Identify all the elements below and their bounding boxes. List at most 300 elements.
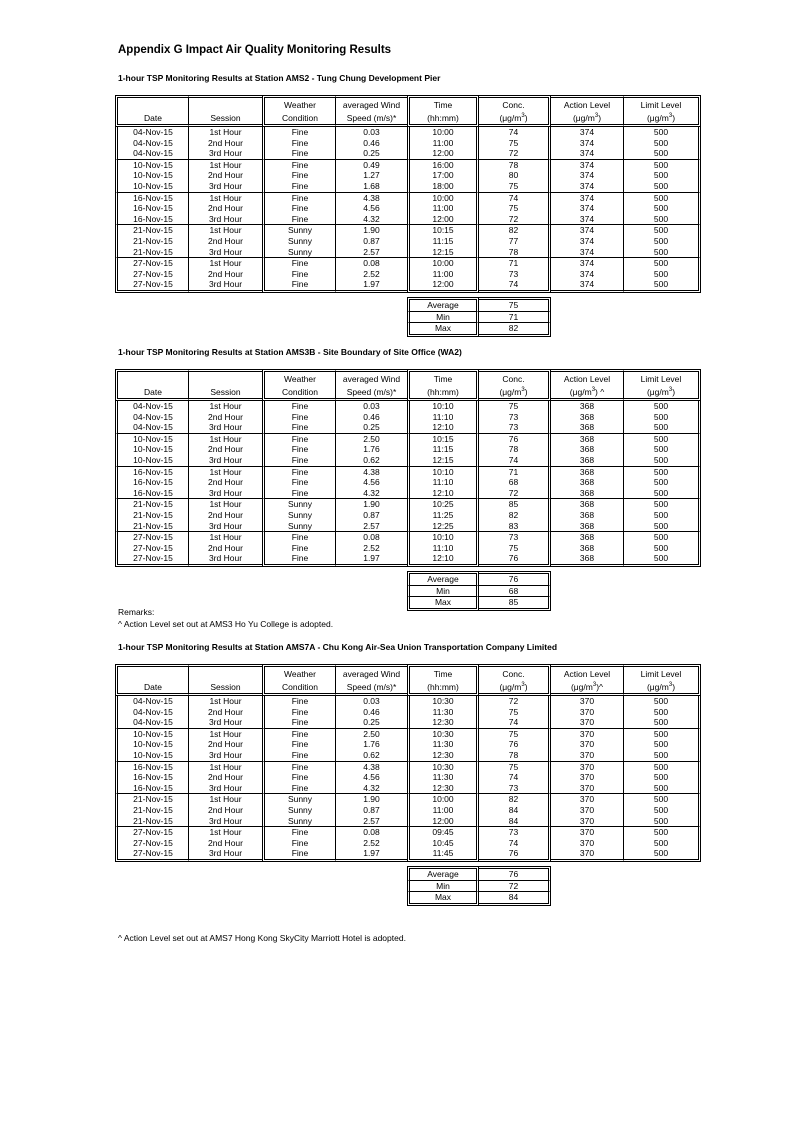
action-level-cell: 374	[551, 247, 624, 258]
weather-cell: Fine	[262, 148, 335, 159]
time-cell: 12:15	[407, 455, 479, 466]
session-cell: 3rd Hour	[188, 816, 262, 827]
table-row	[115, 498, 701, 510]
column-header: Weather	[262, 369, 335, 385]
date-cell: 16-Nov-15	[115, 783, 188, 794]
date-cell: 16-Nov-15	[115, 761, 188, 773]
table-row	[115, 148, 701, 159]
weather-cell: Fine	[262, 488, 335, 499]
action-level-cell: 368	[551, 531, 624, 543]
date-cell: 10-Nov-15	[115, 728, 188, 740]
table-row	[115, 127, 701, 138]
session-cell: 3rd Hour	[188, 783, 262, 794]
time-cell: 10:15	[407, 224, 479, 236]
limit-level-cell: 500	[624, 531, 701, 543]
remark-line: ^ Action Level set out at AMS7 Hong Kong SkyCity Marriott Hotel is adopted.	[118, 933, 406, 943]
session-cell: 3rd Hour	[188, 848, 262, 862]
weather-cell: Sunny	[262, 510, 335, 521]
action-level-cell: 370	[551, 739, 624, 750]
action-level-cell: 370	[551, 805, 624, 816]
conc-cell: 75	[479, 401, 551, 412]
weather-cell: Fine	[262, 466, 335, 478]
limit-level-cell: 500	[624, 181, 701, 192]
conc-cell: 78	[479, 159, 551, 171]
conc-cell: 73	[479, 826, 551, 838]
column-header: $(\mu g/m^3)\^{}$	[551, 680, 624, 696]
weather-cell: Fine	[262, 401, 335, 412]
session-cell: 3rd Hour	[188, 181, 262, 192]
wind-speed-cell: 2.52	[335, 838, 407, 849]
wind-speed-cell: 0.03	[335, 127, 407, 138]
weather-cell: Fine	[262, 279, 335, 293]
wind-speed-cell: 4.38	[335, 761, 407, 773]
limit-level-cell: 500	[624, 247, 701, 258]
column-header: (hh:mm)	[407, 385, 479, 401]
action-level-cell: 368	[551, 422, 624, 433]
column-header: $(\mu g/m^3)$	[479, 680, 551, 696]
date-cell: 27-Nov-15	[115, 257, 188, 269]
column-header: $(\mu g/m^3)$	[479, 111, 551, 127]
wind-speed-cell: 1.76	[335, 444, 407, 455]
weather-cell: Fine	[262, 696, 335, 707]
date-cell: 16-Nov-15	[115, 192, 188, 204]
date-cell: 27-Nov-15	[115, 279, 188, 293]
conc-cell: 72	[479, 148, 551, 159]
time-cell: 10:10	[407, 466, 479, 478]
table-row	[115, 192, 701, 204]
wind-speed-cell: 0.46	[335, 707, 407, 718]
summary-value: 75	[479, 297, 551, 311]
limit-level-cell: 500	[624, 138, 701, 149]
conc-cell: 77	[479, 236, 551, 247]
action-level-cell: 374	[551, 236, 624, 247]
time-cell: 10:15	[407, 433, 479, 445]
weather-cell: Fine	[262, 761, 335, 773]
summary-value: 82	[479, 322, 551, 337]
date-cell: 27-Nov-15	[115, 543, 188, 554]
wind-speed-cell: 2.57	[335, 816, 407, 827]
time-cell: 10:10	[407, 401, 479, 412]
time-cell: 12:00	[407, 279, 479, 293]
conc-cell: 82	[479, 224, 551, 236]
weather-cell: Fine	[262, 138, 335, 149]
action-level-cell: 368	[551, 488, 624, 499]
table-row	[115, 203, 701, 214]
session-cell: 3rd Hour	[188, 148, 262, 159]
limit-level-cell: 500	[624, 455, 701, 466]
conc-cell: 82	[479, 510, 551, 521]
conc-cell: 78	[479, 247, 551, 258]
column-header: (hh:mm)	[407, 111, 479, 127]
weather-cell: Fine	[262, 728, 335, 740]
weather-cell: Fine	[262, 412, 335, 423]
weather-cell: Fine	[262, 553, 335, 567]
session-cell: 2nd Hour	[188, 203, 262, 214]
weather-cell: Fine	[262, 477, 335, 488]
session-cell: 2nd Hour	[188, 707, 262, 718]
conc-cell: 76	[479, 553, 551, 567]
table-row	[115, 728, 701, 740]
conc-cell: 74	[479, 127, 551, 138]
column-header	[115, 95, 188, 111]
conc-cell: 75	[479, 761, 551, 773]
column-header: Weather	[262, 95, 335, 111]
limit-level-cell: 500	[624, 521, 701, 532]
table-row	[115, 412, 701, 423]
date-cell: 16-Nov-15	[115, 477, 188, 488]
limit-level-cell: 500	[624, 192, 701, 204]
weather-cell: Fine	[262, 214, 335, 225]
session-cell: 3rd Hour	[188, 455, 262, 466]
session-cell: 2nd Hour	[188, 138, 262, 149]
date-cell: 27-Nov-15	[115, 838, 188, 849]
column-header: Conc.	[479, 95, 551, 111]
weather-cell: Fine	[262, 269, 335, 280]
limit-level-cell: 500	[624, 224, 701, 236]
column-header: (hh:mm)	[407, 680, 479, 696]
summary-row	[115, 585, 701, 597]
action-level-cell: 370	[551, 707, 624, 718]
action-level-cell: 370	[551, 696, 624, 707]
wind-speed-cell: 2.50	[335, 433, 407, 445]
column-header: Speed (m/s)*	[335, 680, 407, 696]
conc-cell: 72	[479, 214, 551, 225]
column-header: $(\mu g/m^3)$	[479, 385, 551, 401]
time-cell: 11:10	[407, 477, 479, 488]
time-cell: 11:00	[407, 138, 479, 149]
limit-level-cell: 500	[624, 805, 701, 816]
session-cell: 1st Hour	[188, 696, 262, 707]
time-cell: 09:45	[407, 826, 479, 838]
time-cell: 12:30	[407, 750, 479, 761]
wind-speed-cell: 0.08	[335, 257, 407, 269]
remarks	[118, 932, 406, 944]
weather-cell: Sunny	[262, 247, 335, 258]
time-cell: 11:00	[407, 203, 479, 214]
limit-level-cell: 500	[624, 696, 701, 707]
conc-cell: 74	[479, 772, 551, 783]
weather-cell: Fine	[262, 127, 335, 138]
session-cell: 1st Hour	[188, 127, 262, 138]
column-header	[115, 664, 188, 680]
limit-level-cell: 500	[624, 816, 701, 827]
conc-cell: 72	[479, 488, 551, 499]
section-title: 1-hour TSP Monitoring Results at Station AMS7A - Chu Kong Air-Sea Union Transportation Company Limited	[118, 642, 558, 652]
time-cell: 12:10	[407, 422, 479, 433]
table-row	[115, 159, 701, 171]
limit-level-cell: 500	[624, 203, 701, 214]
page-title: Appendix G Impact Air Quality Monitoring Results	[118, 44, 392, 56]
conc-cell: 73	[479, 412, 551, 423]
action-level-cell: 368	[551, 477, 624, 488]
table-row	[115, 761, 701, 773]
conc-cell: 78	[479, 444, 551, 455]
summary-label: Average	[407, 297, 479, 311]
summary-row	[115, 571, 701, 585]
conc-cell: 75	[479, 181, 551, 192]
date-cell: 10-Nov-15	[115, 181, 188, 192]
date-cell: 16-Nov-15	[115, 772, 188, 783]
date-cell: 21-Nov-15	[115, 521, 188, 532]
table-row	[115, 269, 701, 280]
date-cell: 10-Nov-15	[115, 433, 188, 445]
column-header: $(\mu g/m^3)$	[624, 680, 701, 696]
action-level-cell: 374	[551, 192, 624, 204]
wind-speed-cell: 2.52	[335, 269, 407, 280]
limit-level-cell: 500	[624, 543, 701, 554]
limit-level-cell: 500	[624, 477, 701, 488]
column-header: Speed (m/s)*	[335, 111, 407, 127]
time-cell: 12:10	[407, 488, 479, 499]
conc-cell: 75	[479, 138, 551, 149]
table-row	[115, 826, 701, 838]
session-cell: 2nd Hour	[188, 838, 262, 849]
table-row	[115, 138, 701, 149]
table-row	[115, 543, 701, 554]
summary-label: Max	[407, 596, 479, 611]
action-level-cell: 370	[551, 728, 624, 740]
time-cell: 18:00	[407, 181, 479, 192]
action-level-cell: 370	[551, 838, 624, 849]
wind-speed-cell: 0.46	[335, 412, 407, 423]
date-cell: 04-Nov-15	[115, 422, 188, 433]
time-cell: 12:15	[407, 247, 479, 258]
limit-level-cell: 500	[624, 257, 701, 269]
date-cell: 04-Nov-15	[115, 148, 188, 159]
wind-speed-cell: 0.46	[335, 138, 407, 149]
session-cell: 3rd Hour	[188, 214, 262, 225]
table-row	[115, 422, 701, 433]
summary-label: Average	[407, 571, 479, 585]
action-level-cell: 370	[551, 793, 624, 805]
table-row	[115, 848, 701, 862]
session-cell: 2nd Hour	[188, 170, 262, 181]
action-level-cell: 368	[551, 433, 624, 445]
time-cell: 10:25	[407, 498, 479, 510]
wind-speed-cell: 1.97	[335, 553, 407, 567]
monitoring-results-table	[115, 369, 701, 611]
limit-level-cell: 500	[624, 170, 701, 181]
date-cell: 10-Nov-15	[115, 159, 188, 171]
time-cell: 10:45	[407, 838, 479, 849]
table-row	[115, 181, 701, 192]
weather-cell: Fine	[262, 192, 335, 204]
date-cell: 21-Nov-15	[115, 510, 188, 521]
limit-level-cell: 500	[624, 444, 701, 455]
time-cell: 12:00	[407, 816, 479, 827]
wind-speed-cell: 2.50	[335, 728, 407, 740]
limit-level-cell: 500	[624, 148, 701, 159]
wind-speed-cell: 1.97	[335, 848, 407, 862]
time-cell: 11:00	[407, 269, 479, 280]
conc-cell: 73	[479, 269, 551, 280]
wind-speed-cell: 4.56	[335, 477, 407, 488]
conc-cell: 73	[479, 531, 551, 543]
action-level-cell: 368	[551, 455, 624, 466]
wind-speed-cell: 0.87	[335, 236, 407, 247]
column-header: $(\mu g/m^3)$	[624, 385, 701, 401]
wind-speed-cell: 2.57	[335, 247, 407, 258]
weather-cell: Fine	[262, 543, 335, 554]
wind-speed-cell: 1.76	[335, 739, 407, 750]
column-header: Session	[188, 385, 262, 401]
wind-speed-cell: 1.90	[335, 224, 407, 236]
table-row	[115, 466, 701, 478]
limit-level-cell: 500	[624, 433, 701, 445]
time-cell: 12:25	[407, 521, 479, 532]
session-cell: 2nd Hour	[188, 805, 262, 816]
conc-cell: 78	[479, 750, 551, 761]
date-cell: 10-Nov-15	[115, 170, 188, 181]
column-header	[188, 664, 262, 680]
limit-level-cell: 500	[624, 214, 701, 225]
limit-level-cell: 500	[624, 422, 701, 433]
summary-row	[115, 866, 701, 880]
session-cell: 2nd Hour	[188, 444, 262, 455]
weather-cell: Fine	[262, 826, 335, 838]
summary-row	[115, 891, 701, 906]
date-cell: 27-Nov-15	[115, 826, 188, 838]
limit-level-cell: 500	[624, 739, 701, 750]
wind-speed-cell: 1.90	[335, 793, 407, 805]
session-cell: 2nd Hour	[188, 739, 262, 750]
time-cell: 12:10	[407, 553, 479, 567]
session-cell: 1st Hour	[188, 159, 262, 171]
summary-value: 72	[479, 880, 551, 892]
limit-level-cell: 500	[624, 488, 701, 499]
wind-speed-cell: 4.32	[335, 214, 407, 225]
table-row	[115, 816, 701, 827]
table-row	[115, 717, 701, 728]
table-row	[115, 170, 701, 181]
action-level-cell: 370	[551, 750, 624, 761]
weather-cell: Sunny	[262, 498, 335, 510]
session-cell: 2nd Hour	[188, 510, 262, 521]
conc-cell: 74	[479, 279, 551, 293]
time-cell: 10:30	[407, 728, 479, 740]
wind-speed-cell: 4.32	[335, 488, 407, 499]
section-title: 1-hour TSP Monitoring Results at Station AMS2 - Tung Chung Development Pier	[118, 73, 441, 83]
table-row	[115, 531, 701, 543]
time-cell: 10:30	[407, 696, 479, 707]
session-cell: 3rd Hour	[188, 279, 262, 293]
limit-level-cell: 500	[624, 401, 701, 412]
action-level-cell: 374	[551, 269, 624, 280]
column-header: Time	[407, 95, 479, 111]
table-row	[115, 793, 701, 805]
wind-speed-cell: 4.32	[335, 783, 407, 794]
session-cell: 1st Hour	[188, 761, 262, 773]
session-cell: 1st Hour	[188, 531, 262, 543]
time-cell: 11:15	[407, 444, 479, 455]
summary-label: Average	[407, 866, 479, 880]
date-cell: 16-Nov-15	[115, 214, 188, 225]
action-level-cell: 374	[551, 279, 624, 293]
column-header: Action Level	[551, 95, 624, 111]
time-cell: 11:30	[407, 739, 479, 750]
session-cell: 2nd Hour	[188, 412, 262, 423]
conc-cell: 74	[479, 192, 551, 204]
session-cell: 1st Hour	[188, 728, 262, 740]
weather-cell: Sunny	[262, 224, 335, 236]
session-cell: 2nd Hour	[188, 543, 262, 554]
weather-cell: Fine	[262, 838, 335, 849]
date-cell: 16-Nov-15	[115, 488, 188, 499]
date-cell: 27-Nov-15	[115, 531, 188, 543]
action-level-cell: 368	[551, 521, 624, 532]
session-cell: 2nd Hour	[188, 269, 262, 280]
time-cell: 10:30	[407, 761, 479, 773]
limit-level-cell: 500	[624, 510, 701, 521]
action-level-cell: 370	[551, 848, 624, 862]
wind-speed-cell: 0.03	[335, 696, 407, 707]
action-level-cell: 374	[551, 181, 624, 192]
action-level-cell: 374	[551, 224, 624, 236]
date-cell: 27-Nov-15	[115, 848, 188, 862]
action-level-cell: 370	[551, 772, 624, 783]
conc-cell: 83	[479, 521, 551, 532]
time-cell: 10:00	[407, 793, 479, 805]
time-cell: 11:45	[407, 848, 479, 862]
summary-row	[115, 880, 701, 892]
summary-row	[115, 297, 701, 311]
time-cell: 12:30	[407, 783, 479, 794]
date-cell: 27-Nov-15	[115, 553, 188, 567]
conc-cell: 76	[479, 433, 551, 445]
limit-level-cell: 500	[624, 269, 701, 280]
summary-label: Max	[407, 891, 479, 906]
date-cell: 04-Nov-15	[115, 127, 188, 138]
conc-cell: 76	[479, 848, 551, 862]
table-row	[115, 247, 701, 258]
session-cell: 1st Hour	[188, 257, 262, 269]
conc-cell: 74	[479, 717, 551, 728]
monitoring-results-table	[115, 664, 701, 906]
limit-level-cell: 500	[624, 848, 701, 862]
wind-speed-cell: 0.25	[335, 422, 407, 433]
action-level-cell: 368	[551, 498, 624, 510]
weather-cell: Fine	[262, 455, 335, 466]
column-header: Condition	[262, 385, 335, 401]
column-header: Limit Level	[624, 95, 701, 111]
time-cell: 10:00	[407, 257, 479, 269]
session-cell: 1st Hour	[188, 466, 262, 478]
column-header: Date	[115, 111, 188, 127]
session-cell: 3rd Hour	[188, 422, 262, 433]
time-cell: 11:30	[407, 772, 479, 783]
wind-speed-cell: 4.38	[335, 192, 407, 204]
conc-cell: 76	[479, 739, 551, 750]
wind-speed-cell: 0.62	[335, 455, 407, 466]
wind-speed-cell: 4.38	[335, 466, 407, 478]
column-header: Session	[188, 680, 262, 696]
weather-cell: Sunny	[262, 521, 335, 532]
table-row	[115, 521, 701, 532]
weather-cell: Fine	[262, 433, 335, 445]
session-cell: 3rd Hour	[188, 488, 262, 499]
time-cell: 11:30	[407, 707, 479, 718]
action-level-cell: 368	[551, 444, 624, 455]
table-row	[115, 477, 701, 488]
time-cell: 11:10	[407, 543, 479, 554]
wind-speed-cell: 1.97	[335, 279, 407, 293]
conc-cell: 75	[479, 543, 551, 554]
date-cell: 21-Nov-15	[115, 498, 188, 510]
date-cell: 04-Nov-15	[115, 412, 188, 423]
weather-cell: Fine	[262, 750, 335, 761]
weather-cell: Fine	[262, 257, 335, 269]
date-cell: 10-Nov-15	[115, 750, 188, 761]
